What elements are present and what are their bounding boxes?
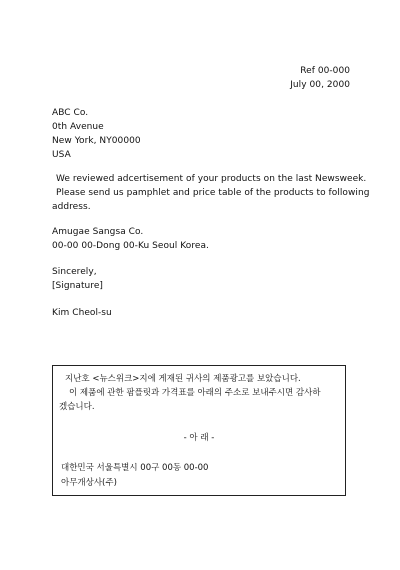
body-line-3: address. (52, 202, 91, 212)
recipient-company: ABC Co. (52, 108, 89, 118)
closing-salutation: Sincerely, (52, 267, 97, 277)
korean-line-1: 지난호 <뉴스위크>지에 게재된 귀사의 제품광고를 보았습니다. (65, 374, 301, 384)
korean-address: 대한민국 서울특별시 00구 00동 00-00 (61, 463, 209, 473)
korean-company: 아무개상사(주) (61, 478, 117, 488)
body-line-2: Please send us pamphlet and price table of the products to following (56, 188, 370, 198)
letter-date: July 00, 2000 (290, 80, 350, 90)
korean-translation-box (52, 365, 346, 496)
recipient-street: 0th Avenue (52, 122, 104, 132)
korean-heading-below: - 아 래 - (183, 433, 215, 443)
body-line-1: We reviewed adcertisement of your products on the last Newsweek. (56, 174, 367, 184)
signature-placeholder: [Signature] (52, 281, 103, 291)
reference-number: Ref 00-000 (300, 66, 350, 76)
sender-company: Amugae Sangsa Co. (52, 227, 144, 237)
korean-line-3: 겠습니다. (59, 402, 95, 412)
korean-line-2: 이 제품에 관한 팜플릿과 가격표를 아래의 주소로 보내주시면 감사하 (69, 388, 321, 398)
recipient-city: New York, NY00000 (52, 136, 141, 146)
sender-name: Kim Cheol-su (52, 308, 112, 318)
sender-address: 00-00 00-Dong 00-Ku Seoul Korea. (52, 241, 209, 251)
recipient-country: USA (52, 150, 71, 160)
